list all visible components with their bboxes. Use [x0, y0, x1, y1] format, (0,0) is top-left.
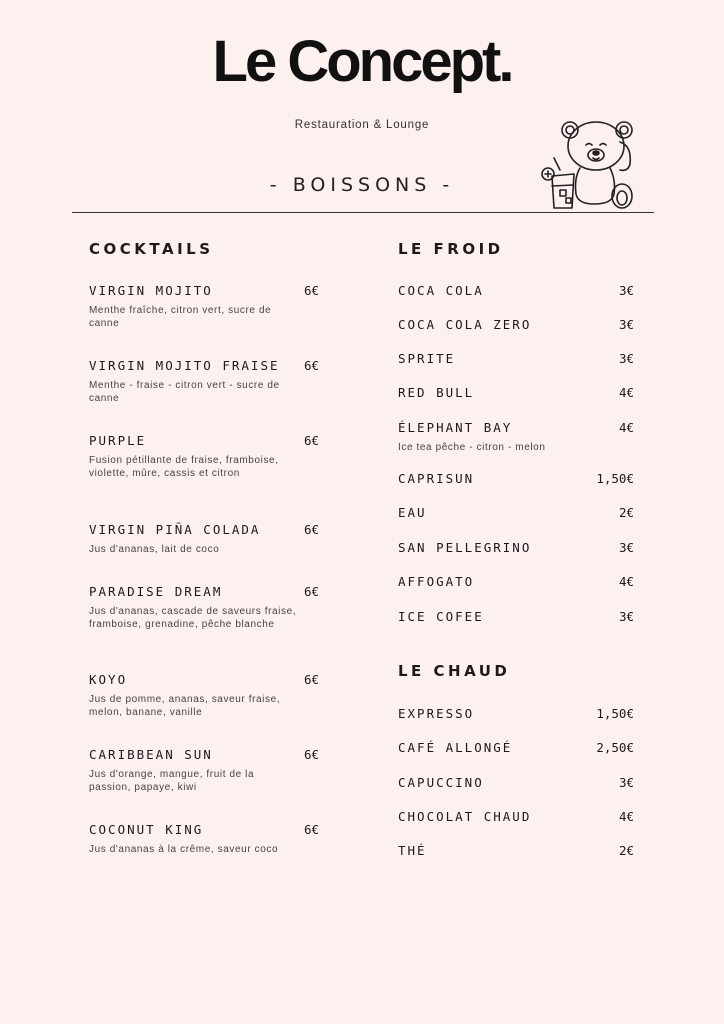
- item-description: Jus de pomme, ananas, saveur fraise, melon, banane, vanille: [89, 694, 281, 718]
- item-description: Menthe - fraise - citron vert - sucre de canne: [89, 380, 280, 404]
- menu-item: [89, 358, 319, 405]
- item-name: VIRGIN MOJITO FRAISE: [89, 358, 280, 373]
- item-price: 6€: [303, 358, 319, 373]
- menu-item: [398, 574, 634, 589]
- item-name: PURPLE: [89, 433, 147, 448]
- item-name: AFFOGATO: [398, 574, 475, 589]
- item-price: 2€: [618, 505, 634, 520]
- item-price: 3€: [618, 351, 634, 366]
- item-name: SAN PELLEGRINO: [398, 540, 532, 555]
- item-description: Ice tea pêche - citron - melon: [398, 442, 546, 453]
- header-divider: [72, 212, 654, 213]
- item-name: THÉ: [398, 843, 427, 858]
- item-price: 3€: [618, 540, 634, 555]
- item-name: RED BULL: [398, 385, 475, 400]
- menu-item: [398, 385, 634, 400]
- item-price: 1,50€: [596, 706, 634, 721]
- item-price: 6€: [303, 584, 319, 599]
- menu-item: [398, 809, 634, 824]
- item-name: SPRITE: [398, 351, 456, 366]
- item-name: KOYO: [89, 672, 128, 687]
- menu-item: [398, 740, 634, 755]
- item-name: COCA COLA ZERO: [398, 317, 532, 332]
- menu-item: [89, 522, 319, 556]
- teddy-bear-icon: [536, 112, 640, 216]
- item-price: 6€: [303, 433, 319, 448]
- item-price: 3€: [618, 609, 634, 624]
- menu-item: [398, 505, 634, 520]
- item-name: ÉLEPHANT BAY: [398, 420, 513, 435]
- menu-item: [89, 822, 319, 856]
- item-name: EXPRESSO: [398, 706, 475, 721]
- item-name: VIRGIN MOJITO: [89, 283, 213, 298]
- item-name: PARADISE DREAM: [89, 584, 223, 599]
- item-description: Menthe fraîche, citron vert, sucre de canne: [89, 305, 272, 329]
- item-price: 3€: [618, 283, 634, 298]
- menu-item: [398, 843, 634, 858]
- item-name: CAPRISUN: [398, 471, 475, 486]
- tagline: Restauration & Lounge: [294, 119, 430, 131]
- menu-item: [398, 420, 634, 454]
- cocktails-heading: COCKTAILS: [89, 240, 214, 258]
- item-price: 4€: [618, 420, 634, 435]
- menu-item: [398, 471, 634, 486]
- menu-item: [89, 584, 319, 631]
- menu-item: [398, 775, 634, 790]
- item-description: Jus d'ananas, lait de coco: [89, 544, 220, 555]
- item-name: CAFÉ ALLONGÉ: [398, 740, 513, 755]
- item-price: 6€: [303, 672, 319, 687]
- menu-item: [89, 433, 319, 480]
- item-price: 6€: [303, 283, 319, 298]
- menu-item: [89, 672, 319, 719]
- item-price: 2,50€: [596, 740, 634, 755]
- item-price: 4€: [618, 574, 634, 589]
- item-price: 1,50€: [596, 471, 634, 486]
- menu-item: [89, 747, 319, 794]
- item-price: 6€: [303, 747, 319, 762]
- item-description: Jus d'ananas à la crême, saveur coco: [89, 844, 279, 855]
- menu-item: [398, 317, 634, 332]
- item-name: VIRGIN PIÑA COLADA: [89, 522, 261, 537]
- menu-item: [398, 351, 634, 366]
- brand-logo: Le Concept.: [212, 29, 512, 94]
- menu-item: [398, 540, 634, 555]
- item-price: 4€: [618, 809, 634, 824]
- item-name: EAU: [398, 505, 427, 520]
- item-description: Fusion pétillante de fraise, framboise, violette, mûre, cassis et citron: [89, 455, 279, 479]
- item-name: CARIBBEAN SUN: [89, 747, 213, 762]
- item-description: Jus d'orange, mangue, fruit de la passion, papaye, kiwi: [89, 769, 255, 793]
- item-name: CHOCOLAT CHAUD: [398, 809, 532, 824]
- item-price: 3€: [618, 317, 634, 332]
- menu-item: [398, 706, 634, 721]
- froid-heading: LE FROID: [398, 240, 504, 258]
- item-name: CAPUCCINO: [398, 775, 484, 790]
- item-price: 4€: [618, 385, 634, 400]
- item-description: Jus d'ananas, cascade de saveurs fraise, framboise, grenadine, pêche blanche: [89, 606, 297, 630]
- item-price: 6€: [303, 522, 319, 537]
- section-title: - BOISSONS -: [269, 174, 455, 196]
- chaud-heading: LE CHAUD: [398, 662, 511, 680]
- item-price: 3€: [618, 775, 634, 790]
- menu-item: [89, 283, 319, 330]
- menu-item: [398, 283, 634, 298]
- item-name: COCA COLA: [398, 283, 484, 298]
- item-price: 6€: [303, 822, 319, 837]
- menu-item: [398, 609, 634, 624]
- item-name: ICE COFEE: [398, 609, 484, 624]
- item-price: 2€: [618, 843, 634, 858]
- item-name: COCONUT KING: [89, 822, 204, 837]
